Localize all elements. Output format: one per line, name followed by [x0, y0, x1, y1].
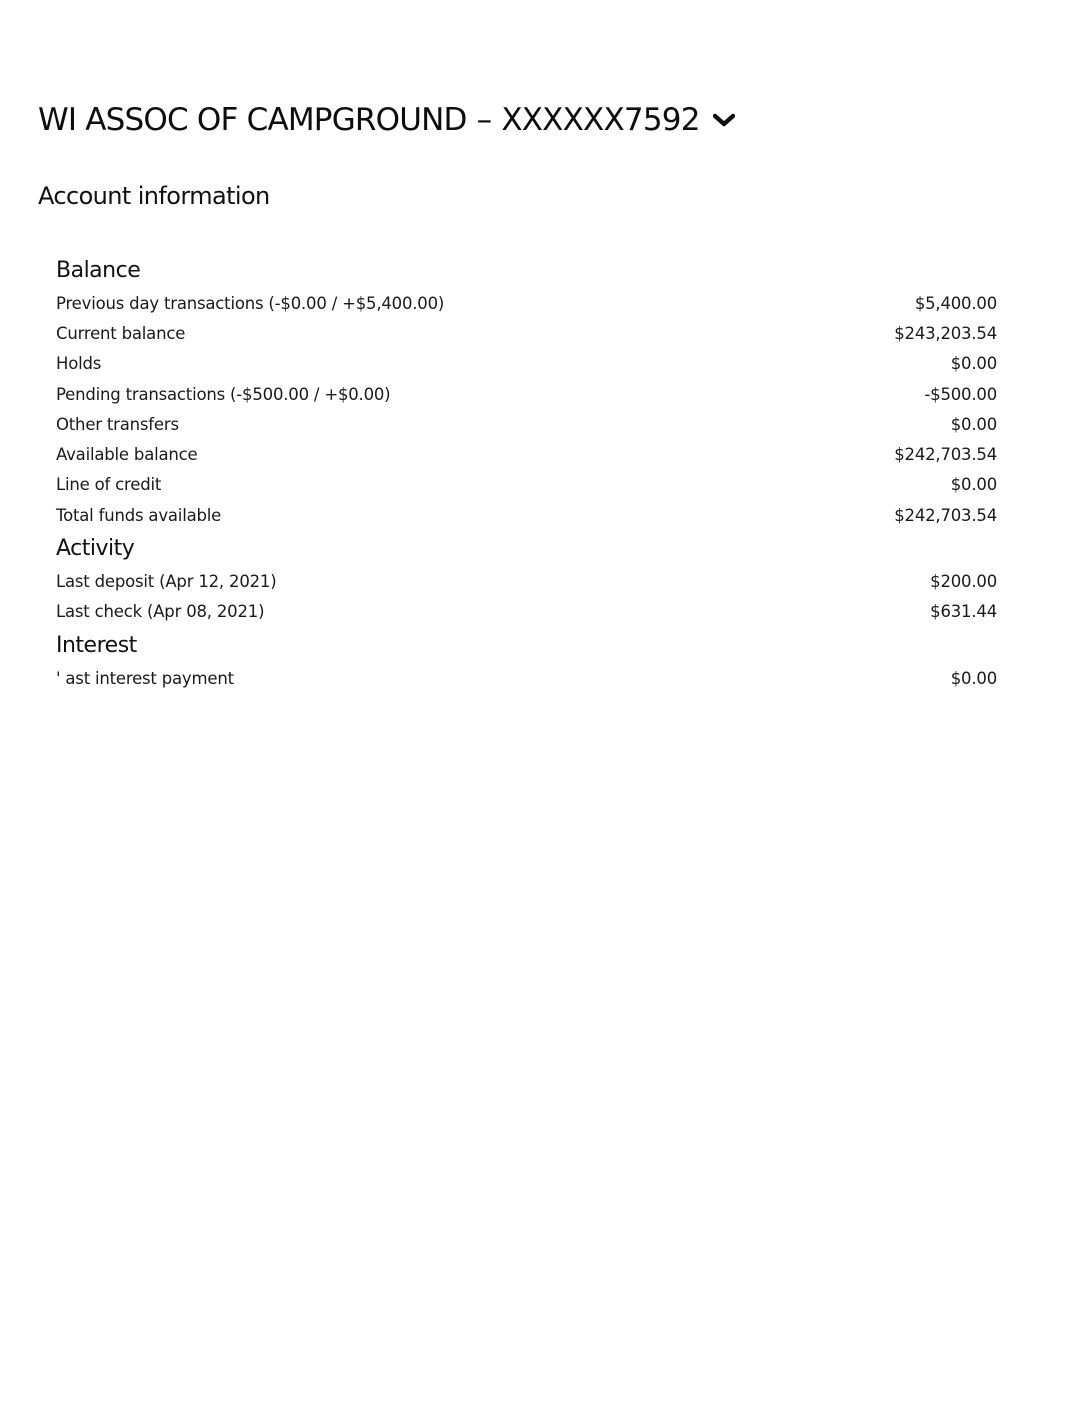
- detail-label: ' ast interest payment: [56, 668, 234, 688]
- detail-value: -$500.00: [924, 384, 997, 404]
- detail-row: [56, 500, 997, 530]
- detail-value: $0.00: [950, 668, 997, 688]
- detail-row: [56, 439, 997, 469]
- account-separator: –: [476, 102, 492, 138]
- detail-value: $0.00: [950, 414, 997, 434]
- detail-value: $5,400.00: [914, 293, 997, 313]
- detail-row: [56, 663, 997, 693]
- detail-row: [56, 470, 997, 500]
- detail-value: $242,703.54: [894, 445, 997, 465]
- detail-value: $0.00: [950, 354, 997, 374]
- chevron-down-icon: [713, 112, 735, 128]
- detail-label: Available balance: [56, 445, 198, 465]
- detail-label: Last check (Apr 08, 2021): [56, 602, 265, 622]
- detail-label: Line of credit: [56, 475, 162, 495]
- detail-row: [56, 288, 997, 318]
- detail-label: Current balance: [56, 323, 186, 343]
- activity-heading: Activity: [56, 536, 135, 562]
- detail-value: $200.00: [930, 572, 997, 592]
- detail-row: [56, 409, 997, 439]
- account-number: XXXXXX7592: [501, 102, 700, 138]
- detail-row: [56, 566, 997, 596]
- balance-heading: Balance: [56, 258, 141, 283]
- detail-value: $243,203.54: [894, 323, 997, 343]
- detail-label: Holds: [56, 354, 102, 374]
- account-name: WI ASSOC OF CAMPGROUND: [38, 102, 467, 138]
- account-details: [56, 254, 997, 693]
- detail-row: [56, 349, 997, 379]
- detail-label: Previous day transactions (-$0.00 / +$5,400.00): [56, 293, 445, 313]
- detail-row: [56, 379, 997, 409]
- detail-value: $0.00: [950, 475, 997, 495]
- detail-value: $242,703.54: [894, 505, 997, 525]
- activity-group: [56, 532, 997, 627]
- account-dropdown-button[interactable]: [712, 108, 736, 132]
- detail-label: Total funds available: [56, 505, 222, 525]
- detail-row: [56, 597, 997, 627]
- account-title: [38, 102, 736, 138]
- detail-label: Last deposit (Apr 12, 2021): [56, 572, 277, 592]
- detail-label: Other transfers: [56, 414, 179, 434]
- balance-group: [56, 254, 997, 530]
- detail-row: [56, 318, 997, 348]
- interest-group: [56, 629, 997, 693]
- detail-value: $631.44: [930, 602, 997, 622]
- section-title: Account information: [38, 182, 270, 210]
- detail-label: Pending transactions (-$500.00 / +$0.00): [56, 384, 391, 404]
- interest-heading: Interest: [56, 632, 137, 658]
